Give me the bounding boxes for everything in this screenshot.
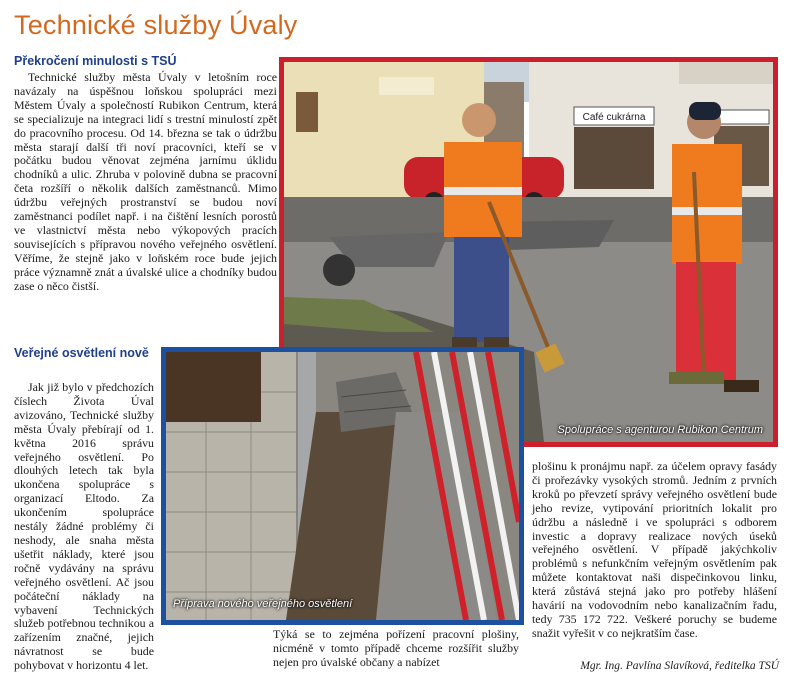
page-title: Technické služby Úvaly <box>14 10 298 40</box>
article-column-2a <box>14 380 154 673</box>
article-paragraph-2c: plošinu k pronájmu např. za účelem opravy fasády či prořezávky vysokých stromů. Jedním z prvních kroků po převzetí správy veřejného osvětlení bude jeho revize, vytipování prioritních lokalit pro údržbu a následně i ve spolupráci s odborem investic a dopravy realizace nových úseků veřejného osvětlení. V případě jakýchkoliv problémů s nefunkčním veřejným osvětlením pak můžete kontaktovat naši dispečinkovou linku, která zůstává stejná jako pro potřeby hlášení havárií na vodovodním nebo kanalizačním řadu, tedy 735 172 722. Veškeré poruchy se budeme snažit vyřešit v co nejkratším čase. <box>532 459 777 640</box>
article-paragraph-2a: Jak již bylo v předchozích číslech Života Úval avizováno, Technické služby města Úvaly přebírají od 1. května 2016 správu veřejného osvětlení. Po dlouhých letech tak byla ukončena spolupráce s organizací Eltodo. Za ukončením spolupráce nestály žádné problémy či neshody, ale snaha města ušetřit náklady, které jsou ročně vydávány na správu veřejného osvětlení. Ač jsou počáteční náklady na vybavení Technických služeb potřebnou technikou a zařízením značné, jejich návratnost se bude pohybovat v horizontu 4 let. <box>14 380 154 673</box>
article-column-2c <box>532 460 777 650</box>
section-heading-tsu: Překročení minulosti s TSÚ <box>14 54 177 68</box>
article-paragraph-1: Technické služby města Úvaly v letošním roce navázaly na úspěšnou loňskou spolupráci mezi Městem Úvaly a společností Rubikon Centrum, která se specializuje na integraci lidí s trestní minulostí zpět do pracovního procesu. Od 14. března se tak o údržbu města starají další tři noví pracovníci, kteří se v počátku budou věnovat zejména jarnímu úklidu chodníků a ulic. Zhruba v polovině dubna se pracovní četa rozšíří o několik dalších zaměstnanců. Mimo údržbu veřejných prostranství se budou noví zaměstnanci podílet např. i na čištění lesních porostů ve vlastnictví města nebo výkopových pracích souvisejících s přípravou nového veřejného osvětlení. Věříme, že stejně jako v loňském roce bude jejich práce významně znát a úvalské ulice a chodníky budou zase o něco čistší. <box>14 70 277 293</box>
author-signature: Mgr. Ing. Pavlína Slavíková, ředitelka TSÚ <box>580 660 779 672</box>
photo-caption-lighting: Příprava nového veřejného osvětlení <box>173 598 353 610</box>
article-paragraph-2b: Týká se to zejména pořízení pracovní plošiny, nicméně v tomto případě chceme rozšířit služby nejen pro úvalské občany a nabízet <box>273 627 519 669</box>
section-heading-lighting: Veřejné osvětlení nově <box>14 346 149 360</box>
shop-sign-text: Café cukrárna <box>582 112 646 123</box>
article-column-2b <box>273 628 519 676</box>
article-column-1 <box>14 71 277 341</box>
photo-caption-rubikon: Spolupráce s agenturou Rubikon Centrum <box>557 424 763 436</box>
photo-lighting-preparation-image <box>166 352 519 620</box>
photo-lighting-preparation <box>161 347 524 625</box>
